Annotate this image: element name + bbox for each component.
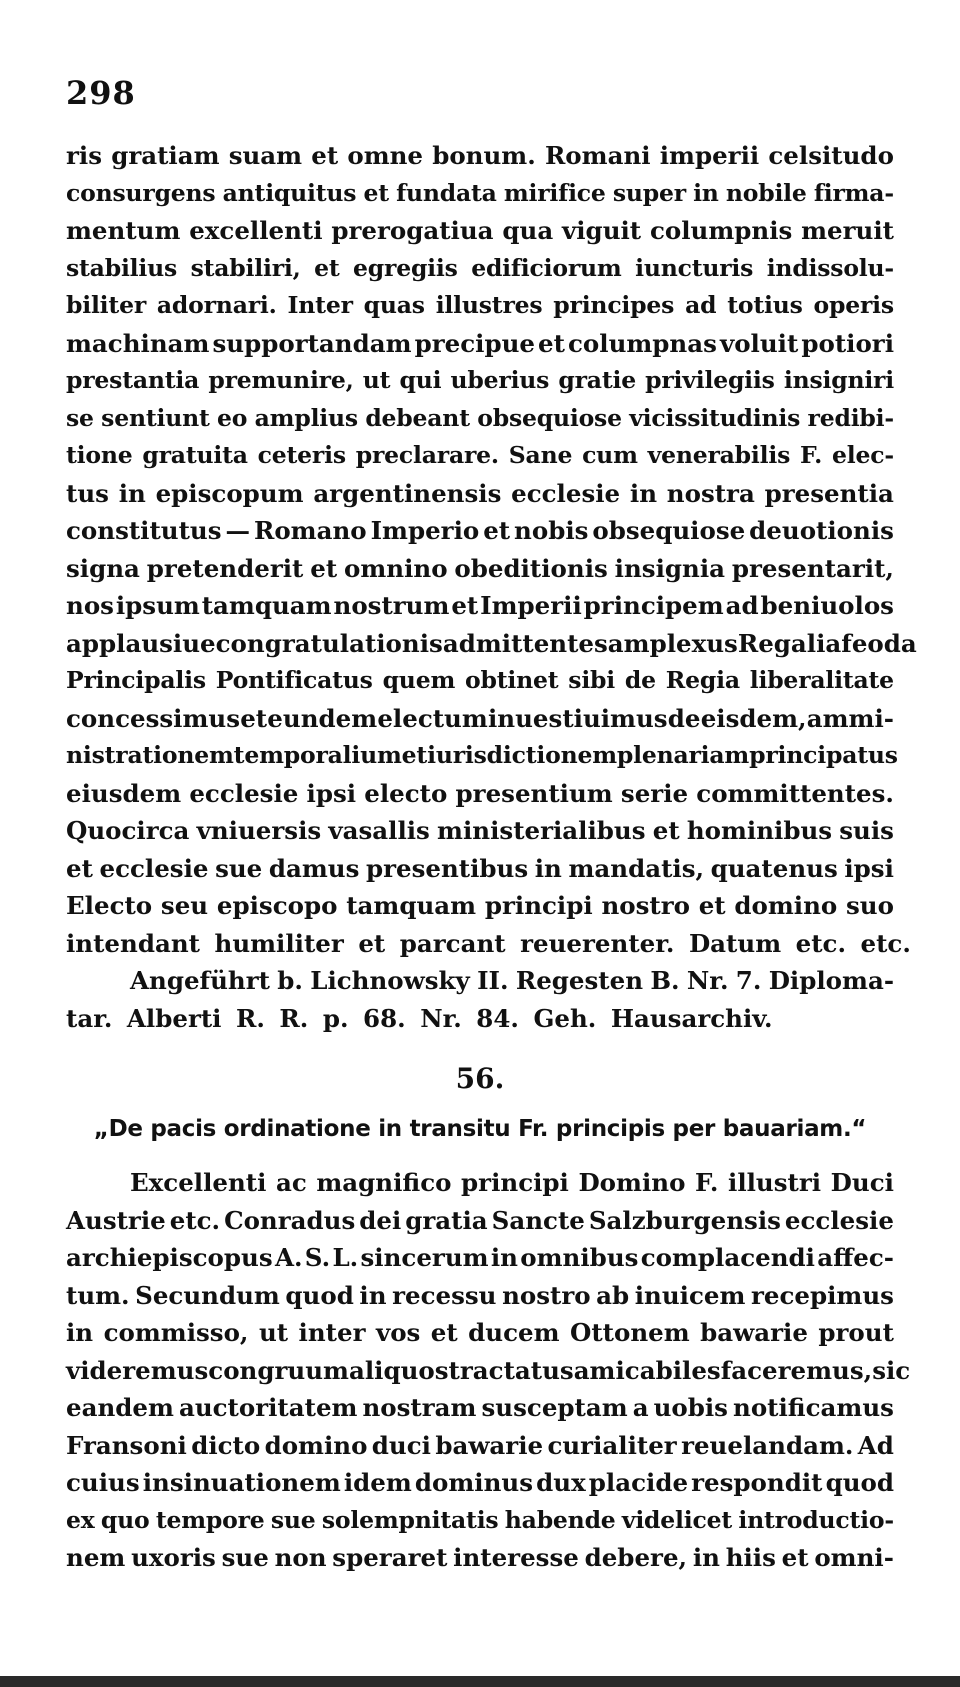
text-line: nistrationem temporalium et iurisdictionem plenariam principatus xyxy=(66,741,898,769)
text-line: machinam supportandam precipue et columpnas voluit potiori xyxy=(66,328,894,358)
text-line: cuius insinuationem idem dominus dux placide respondit quod xyxy=(66,1468,894,1497)
text-block-charter xyxy=(66,137,917,962)
text-line: consurgens antiquitus et fundata mirifice super in nobile firma- xyxy=(66,178,894,207)
text-line: ris gratiam suam et omne bonum. Romani imperii celsitudo xyxy=(66,141,894,170)
text-block-source-note xyxy=(66,962,894,1037)
text-line: archiepiscopus A. S. L. sincerum in omnibus complacendi affec- xyxy=(66,1243,894,1272)
text-line: eandem auctoritatem nostram susceptam a uobis notificamus xyxy=(66,1393,894,1422)
text-line: biliter adornari. Inter quas illustres principes ad totius operis xyxy=(66,291,894,319)
text-line: intendant humiliter et parcant reuerenter. Datum etc. etc. xyxy=(66,928,911,958)
text-line: prestantia premunire, ut qui uberius gratie privilegiis insigniri xyxy=(66,366,894,394)
text-line: tione gratuita ceteris preclarare. Sane cum venerabilis F. elec- xyxy=(66,441,894,469)
page-number: 298 xyxy=(66,74,136,112)
text-line: se sentiunt eo amplius debeant obsequiose vicissitudinis redibi- xyxy=(66,403,894,432)
text-line: tus in episcopum argentinensis ecclesie in nostra presentia xyxy=(66,478,894,508)
text-line: ex quo tempore sue solempnitatis habende videlicet introductio- xyxy=(66,1505,894,1534)
text-line: tum. Secundum quod in recessu nostro ab inuicem recepimus xyxy=(66,1280,894,1310)
text-line: Austrie etc. Conradus dei gratia Sancte Salzburgensis ecclesie xyxy=(66,1205,894,1235)
text-line: tar. Alberti R. R. p. 68. Nr. 84. Geh. Hausarchiv. xyxy=(66,1003,773,1033)
text-line: Principalis Pontificatus quem obtinet sibi de Regia liberalitate xyxy=(66,666,894,694)
text-block-letter xyxy=(66,1164,911,1577)
text-line: stabilius stabiliri, et egregiis edificiorum iuncturis indissolu- xyxy=(66,253,894,282)
text-line: in commisso, ut inter vos et ducem Ottonem bawarie prout xyxy=(66,1318,894,1347)
text-line: et ecclesie sue damus presentibus in mandatis, quatenus ipsi xyxy=(66,853,894,883)
text-line: nem uxoris sue non speraret interesse debere, in hiis et omni- xyxy=(66,1543,894,1572)
section-number: 56. xyxy=(455,1062,505,1095)
text-line: constitutus — Romano Imperio et nobis obsequiose deuotionis xyxy=(66,516,894,545)
text-line: Electo seu episcopo tamquam principi nostro et domino suo xyxy=(66,891,894,920)
text-line: applausiue congratulationis admittentes amplexus Regalia feoda xyxy=(66,628,917,658)
text-line: Quocirca vniuersis vasallis ministerialibus et hominibus suis xyxy=(66,816,894,845)
text-line: eiusdem ecclesie ipsi electo presentium serie committentes. xyxy=(66,778,894,808)
text-line: Fransoni dicto domino duci bawarie curialiter reuelandam. Ad xyxy=(66,1430,894,1460)
text-line: videremus congruum aliquos tractatus amicabiles faceremus, sic xyxy=(66,1355,911,1385)
section-title: „De pacis ordinatione in transitu Fr. principis per bauariam.“ xyxy=(93,1116,867,1142)
bottom-rule xyxy=(0,1676,960,1687)
text-line: signa pretenderit et omnino obeditionis insignia presentarit, xyxy=(66,553,894,583)
text-line: mentum excellenti prerogatiua qua viguit columpnis meruit xyxy=(66,216,894,245)
text-line: concessimus et eundem electum inuestiuimus de eisdem, ammi- xyxy=(66,703,894,733)
text-line: nos ipsum tamquam nostrum et Imperii principem ad beniuolos xyxy=(66,591,894,620)
text-line: Excellenti ac magnifico principi Domino F. illustri Duci xyxy=(130,1168,894,1197)
text-line: Angeführt b. Lichnowsky II. Regesten B. Nr. 7. Diploma- xyxy=(130,966,894,995)
